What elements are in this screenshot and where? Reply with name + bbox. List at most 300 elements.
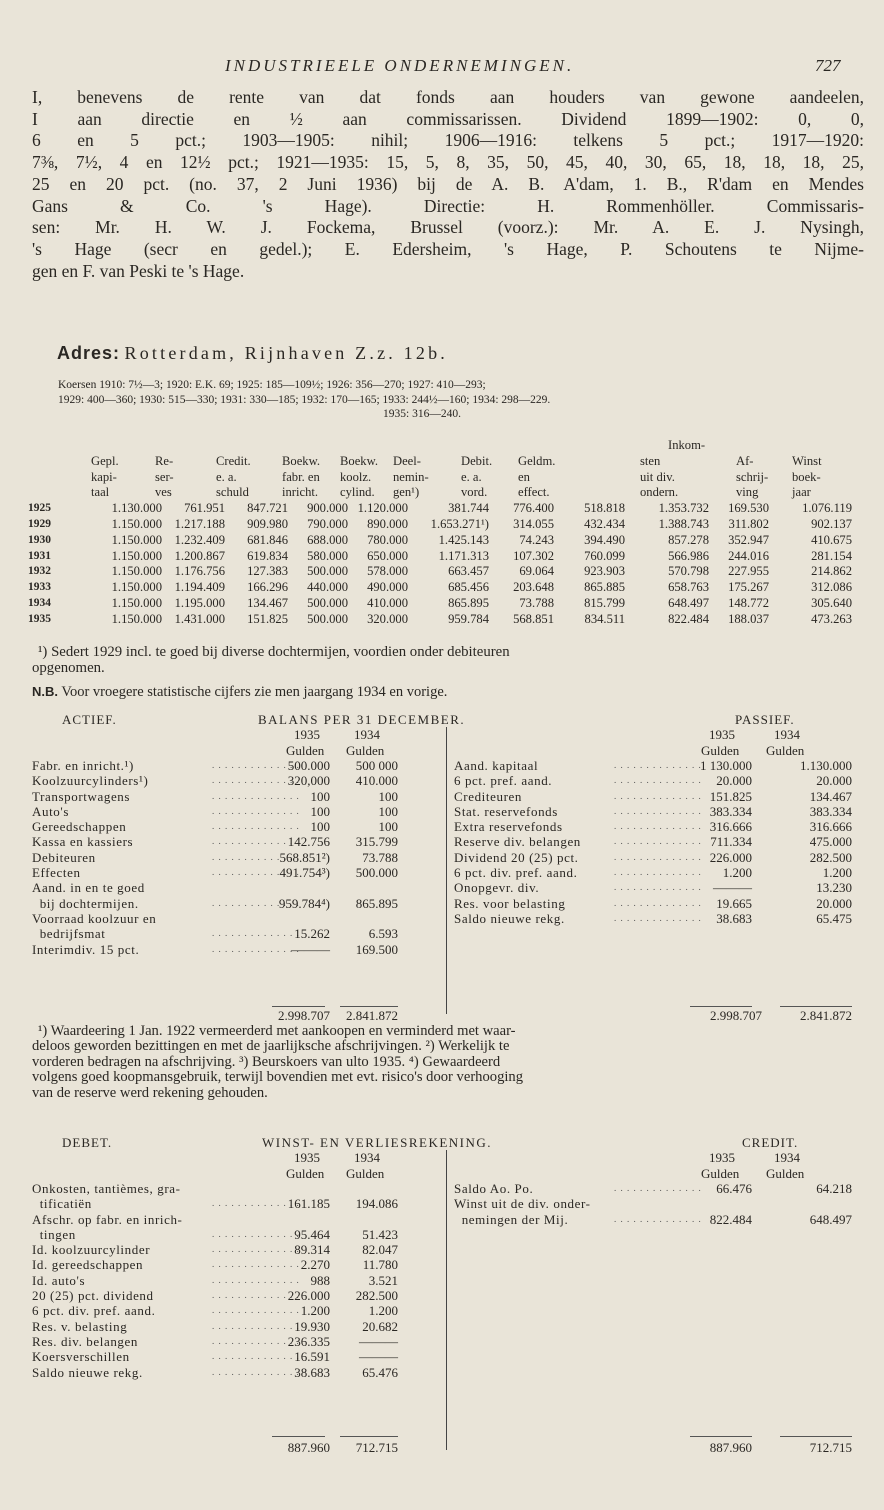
winst-left-value-1935: 19.930 [294, 1318, 330, 1334]
stat-cell: 688.000 [307, 532, 348, 547]
balans-left-leader: . . . . . . . . . . . . . . [212, 851, 300, 862]
stat-cell: 1.653.271¹) [430, 516, 489, 531]
winst-left-row [0, 1288, 884, 1303]
stat-cell: 681.846 [247, 532, 288, 547]
balans-left-leader: . . . . . . . . . . . . . . [212, 805, 300, 816]
stat-cell: 1.120.000 [357, 501, 408, 516]
winst-left-label: Saldo nieuwe rekg. [32, 1364, 143, 1380]
stat-cell: 776.400 [513, 501, 554, 516]
intro-line: I, benevens de rente van dat fonds aan houders van gewone aandeelen, [32, 87, 864, 107]
winst-right-label: Winst uit de div. onder- [454, 1196, 591, 1212]
balans-main-title: BALANS PER 31 DECEMBER. [258, 712, 466, 727]
balans-right-value-1935: 19.665 [716, 895, 752, 911]
winst-right-value-1934: 64.218 [816, 1180, 852, 1196]
stat-cell: 410.675 [811, 532, 852, 547]
winst-right-label: Saldo Ao. Po. [454, 1180, 534, 1196]
winst-left-leader: . . . . . . . . . . . . . . [212, 1274, 300, 1285]
profit-loss-divider [446, 1150, 447, 1450]
stat-row [28, 533, 858, 549]
stat-year: 1931 [28, 549, 51, 562]
stat-cell: 74.243 [519, 532, 554, 547]
stat-header-cell: inricht. [282, 485, 319, 500]
total-rule [272, 1436, 325, 1437]
stat-cell: 148.772 [728, 595, 769, 610]
stat-cell: 305.640 [811, 595, 852, 610]
stat-header-cell: sten [640, 453, 661, 468]
balans-unit: Gulden [286, 742, 325, 758]
balans-year-row [0, 727, 884, 742]
stat-cell: 490.000 [367, 580, 408, 595]
winst-left-value-1935: 16.591 [294, 1349, 330, 1365]
balans-right-value-1935: 316.666 [709, 819, 752, 835]
balans-right-label: Aand. kapitaal [454, 757, 539, 773]
balans-right-value-1935: 383.334 [709, 803, 752, 819]
stat-cell: 1.150.000 [111, 532, 162, 547]
stat-cell: 815.799 [584, 595, 625, 610]
balans-left-title: ACTIEF. [62, 712, 117, 727]
balans-right-label: Stat. reservefonds [454, 803, 558, 819]
winst-left-label: 20 (25) pct. dividend [32, 1288, 154, 1303]
stat-cell: 410.000 [367, 595, 408, 610]
stat-cell: 1.150.000 [111, 564, 162, 579]
balans-left-value-1935: 491.754³) [279, 865, 330, 880]
balans-right-value-1934: 475.000 [809, 834, 852, 850]
stat-header-cell: en [518, 469, 530, 484]
balans-left-value-1934: 500.000 [355, 865, 398, 880]
stat-header-cell: koolz. [340, 469, 372, 484]
balans-right-label: Saldo nieuwe rekg. [454, 910, 565, 926]
stat-cell: 760.099 [584, 548, 625, 563]
stat-cell: 1.150.000 [111, 580, 162, 595]
winst-left-row [0, 1334, 884, 1349]
stat-cell: 203.648 [513, 580, 554, 595]
winst-left-value-1935: 2.270 [300, 1257, 330, 1273]
winst-year: 1934 [354, 1150, 380, 1166]
balans-right-value-1934: 383.334 [809, 803, 852, 819]
stat-row [28, 580, 858, 596]
total-rule [780, 1006, 852, 1007]
balans-left-value-1934: 500 000 [355, 757, 398, 773]
winst-right-row [0, 1212, 884, 1227]
winst-unit-row [0, 1166, 884, 1181]
stat-header-cell: schrij- [736, 469, 769, 484]
winst-right-value-1934: 648.497 [809, 1211, 852, 1227]
winst-left-leader: . . . . . . . . . . . . . . [212, 1244, 300, 1255]
balans-note-line: volgens goed koopmansgebruik, terwijl bovendien met evt. risico's door verhooging [32, 1069, 524, 1086]
balans-left-label: bedrijfsmat [32, 926, 106, 942]
balans-left-label: Koolzuurcylinders¹) [32, 773, 149, 789]
balans-left-leader: . . . . . . . . . . . . . . [212, 836, 300, 847]
balans-left-row [0, 926, 884, 941]
stat-header-cell: Debit. [461, 453, 493, 468]
stat-cell: 580.000 [307, 548, 348, 563]
winst-right-label: nemingen der Mij. [454, 1211, 569, 1227]
balance-footnotes [32, 1024, 864, 1101]
winst-left-label: Id. gereedschappen [32, 1257, 144, 1273]
balance-divider [446, 727, 447, 1014]
winst-left-value-1934: ——— [359, 1349, 398, 1365]
total-rule [690, 1006, 752, 1007]
stat-header-cell: Boekw. [282, 453, 321, 468]
stat-cell: 1.150.000 [111, 611, 162, 626]
stat-cell: 1.425.143 [438, 532, 489, 547]
winst-left-leader: . . . . . . . . . . . . . . [212, 1290, 300, 1300]
balans-left-value-1934: 169.500 [355, 941, 398, 957]
stat-header-cell: taal [91, 485, 110, 500]
stat-year: 1933 [28, 581, 51, 594]
winst-left-row [0, 1273, 884, 1288]
winst-left-value-1934: 51.423 [362, 1226, 398, 1242]
stat-cell: 500.000 [307, 595, 348, 610]
stat-cell: 1.150.000 [111, 548, 162, 563]
winst-left-value-1934: ——— [359, 1333, 398, 1349]
stat-header-cell: e. a. [461, 469, 482, 484]
stat-cell: 566.986 [668, 548, 709, 563]
nb-line [32, 684, 447, 701]
winst-left-leader: . . . . . . . . . . . . . . [212, 1320, 300, 1331]
balans-right-value-1934: 282.500 [809, 849, 852, 865]
stat-header-cell: gen¹) [393, 485, 420, 500]
balans-left-value-1935: 320,000 [287, 773, 330, 789]
winst-right-row [0, 1196, 884, 1211]
balans-right-value-1934: 134.467 [809, 788, 852, 804]
balans-right-value-1934: 1.130.000 [800, 757, 852, 773]
stat-cell: 500.000 [307, 564, 348, 579]
address-value: Rotterdam, Rijnhaven Z.z. 12b. [124, 343, 448, 363]
balans-left-value-1935: 500.000 [287, 757, 330, 773]
stat-header-cell: Boekw. [340, 453, 379, 468]
balans-right-row [0, 834, 884, 849]
stat-cell: 227.955 [728, 564, 769, 579]
balans-right-label: Extra reservefonds [454, 819, 563, 835]
balans-left-leader: . . . . . . . . . . . . . . [212, 775, 300, 786]
stat-cell: 1.150.000 [111, 516, 162, 531]
balans-left-row [0, 942, 884, 957]
stat-header-cell: Geldm. [518, 453, 556, 468]
balans-right-value-1934: 65.475 [816, 910, 852, 926]
balans-left-value-1934: 315.799 [355, 834, 398, 850]
winst-left-value-1935: 161.185 [287, 1196, 330, 1212]
winst-unit: Gulden [286, 1165, 325, 1181]
balans-left-value-1935: 959.784⁴) [278, 895, 330, 911]
balans-left-value-1934: 410.000 [355, 773, 398, 789]
winst-unit: Gulden [766, 1165, 805, 1181]
winst-right-row [0, 1181, 884, 1196]
stat-cell: 650.000 [367, 548, 408, 563]
stat-header-cell: ves [155, 485, 172, 500]
stat-header-cell: ser- [155, 469, 174, 484]
stat-cell: 311.802 [728, 516, 769, 531]
stat-header-cell: Inkom- [668, 438, 706, 452]
stat-header-cell: Credit. [216, 453, 251, 468]
balans-left-leader: . . . . . . . . . . . . . . [212, 943, 300, 954]
balans-note-line: deloos geworden bezittingen en met de jaarlijksche afschrijvingen. ²) Werkelijk te [32, 1038, 510, 1055]
page-number: 727 [815, 56, 841, 75]
balans-total-value: 2.998.707 [278, 1008, 330, 1023]
balans-left-value-1934: 100 [378, 788, 398, 804]
stat-cell: 890.000 [367, 516, 408, 531]
winst-left-leader: . . . . . . . . . . . . . . [212, 1228, 300, 1239]
balans-right-row [0, 896, 884, 911]
winst-year: 1935 [709, 1150, 735, 1166]
balans-right-leader: . . . . . . . . . . . . . . [614, 867, 702, 877]
balans-left-label: Auto's [32, 803, 70, 819]
balans-right-value-1934: 13.230 [816, 880, 852, 896]
stat-header-cell: Gepl. [91, 453, 119, 468]
balans-left-value-1935: 15.262 [294, 926, 330, 942]
stat-cell: 619.834 [247, 548, 288, 563]
winst-left-value-1934: 82.047 [362, 1242, 398, 1258]
balans-right-value-1934: 20.000 [816, 895, 852, 911]
winst-left-row [0, 1319, 884, 1334]
stat-cell: 432.434 [584, 516, 625, 531]
stat-header-cell: fabr. en [282, 469, 320, 484]
balans-note-line: ¹) Waardeering 1 Jan. 1922 vermeerderd met aankoopen en verminderd met waar- [38, 1023, 516, 1039]
stat-header-cell: schuld [216, 485, 249, 500]
stat-cell: 780.000 [367, 532, 408, 547]
stat-cell: 518.818 [584, 501, 625, 516]
stat-cell: 761.951 [184, 501, 225, 516]
balans-total-value: 2.841.872 [346, 1008, 398, 1023]
balans-right-row [0, 865, 884, 880]
stat-cell: 281.154 [811, 548, 852, 563]
balans-left-leader: . . . . . . . . . . . . . . [212, 821, 300, 832]
balans-right-value-1934: 316.666 [809, 819, 852, 835]
stat-cell: 1.130.000 [111, 501, 162, 516]
stat-cell: 1.217.188 [174, 516, 225, 531]
balans-right-value-1935: 1.200 [722, 865, 752, 880]
stat-cell: 1.150.000 [111, 595, 162, 610]
stat-header-cell: ving [736, 485, 759, 500]
stat-cell: 473.263 [811, 611, 852, 626]
balans-right-leader: . . . . . . . . . . . . . . [614, 882, 702, 893]
balance-sheet [0, 712, 884, 1024]
stat-cell: 440.000 [307, 580, 348, 595]
balans-left-label: Fabr. en inricht.¹) [32, 757, 134, 773]
balans-left-label: Interimdiv. 15 pct. [32, 941, 140, 957]
stat-cell: 1.431.000 [174, 611, 225, 626]
total-rule [780, 1436, 852, 1437]
balans-unit: Gulden [346, 742, 385, 758]
stat-cell: 151.825 [247, 611, 288, 626]
winst-total-value: 712.715 [809, 1440, 852, 1455]
balans-right-value-1935: ——— [713, 880, 752, 896]
balans-left-value-1934: 100 [378, 819, 398, 835]
balans-right-label: Reserve div. belangen [454, 834, 581, 850]
winst-left-leader: . . . . . . . . . . . . . . [212, 1305, 300, 1316]
balans-left-value-1935: 100 [310, 819, 330, 835]
winst-total-value: 712.715 [355, 1440, 398, 1455]
stat-cell: 959.784 [448, 611, 489, 626]
winst-right-leader: . . . . . . . . . . . . . . [614, 1213, 702, 1224]
winst-right-value-1935: 66.476 [716, 1180, 752, 1196]
balans-right-row [0, 773, 884, 788]
winst-unit: Gulden [346, 1165, 385, 1181]
winst-left-value-1934: 11.780 [362, 1257, 398, 1273]
total-rule [272, 1006, 325, 1007]
balans-right-row [0, 850, 884, 865]
balans-year: 1935 [709, 727, 735, 743]
winst-year: 1935 [294, 1150, 320, 1166]
balans-right-leader: . . . . . . . . . . . . . . [614, 897, 702, 908]
winst-year: 1934 [774, 1150, 800, 1166]
stat-header-row [28, 454, 858, 470]
balans-right-row [0, 789, 884, 804]
stat-cell: 69.064 [519, 564, 554, 579]
balans-right-leader: . . . . . . . . . . . . . . [614, 851, 702, 862]
stat-header-cell: effect. [518, 485, 550, 500]
stat-cell: 214.862 [811, 564, 852, 579]
balans-right-value-1935: 20.000 [716, 773, 752, 789]
winst-left-row [0, 1303, 884, 1318]
balans-unit: Gulden [701, 742, 740, 758]
stat-cell: 1.171.313 [438, 548, 489, 563]
winst-right-leader: . . . . . . . . . . . . . . [614, 1182, 702, 1193]
balans-right-value-1934: 1.200 [822, 865, 852, 880]
stat-year: 1934 [28, 596, 51, 609]
balans-note-line: van de reserve werd rekening gehouden. [32, 1084, 268, 1101]
stat-header-cell: Af- [736, 453, 754, 468]
winst-left-value-1935: 1.200 [300, 1303, 330, 1319]
koersen-block [58, 378, 868, 422]
winst-right-title: CREDIT. [742, 1135, 799, 1150]
footnote-line: ¹) Sedert 1929 incl. te goed bij diverse dochtermijen, voordien onder debiteuren [38, 644, 510, 660]
winst-left-label: tingen [32, 1226, 76, 1242]
stat-header-cell: cylind. [340, 485, 375, 500]
stat-cell: 314.055 [513, 516, 554, 531]
koersen-line: Koersen 1910: 7½—3; 1920: E.K. 69; 1925: 185—109½; 1926: 356—270; 1927: 410—293; [58, 379, 486, 391]
stat-row [28, 564, 858, 580]
balans-total-row [0, 1008, 884, 1023]
balans-left-leader: . . . . . . . . . . . . . . [212, 928, 300, 939]
stat-cell: 923.903 [584, 564, 625, 579]
stat-cell: 320.000 [367, 611, 408, 626]
intro-line: I aan directie en ½ aan commissarissen. Dividend 1899—1902: 0, 0, [32, 108, 864, 129]
winst-left-row [0, 1257, 884, 1272]
winst-left-label: Id. koolzuurcylinder [32, 1242, 151, 1258]
balans-right-label: Onopgevr. div. [454, 880, 540, 896]
winst-left-label: Afschr. op fabr. en inrich- [32, 1211, 183, 1227]
stat-cell: 127.383 [247, 564, 288, 579]
balans-right-value-1935: 38.683 [716, 910, 752, 926]
stat-cell: 1.232.409 [174, 532, 225, 547]
stat-header-cell: jaar [792, 485, 811, 500]
stat-header-cell: uit div. [640, 469, 675, 484]
intro-line: sen: Mr. H. W. J. Fockema, Brussel (voorz.): Mr. A. E. J. Nysingh, [32, 217, 864, 238]
stat-year: 1930 [28, 533, 51, 546]
intro-line: 's Hage (secr en gedel.); E. Edersheim, 's Hage, P. Schoutens te Nijme- [32, 238, 864, 259]
winst-left-label: Koersverschillen [32, 1349, 130, 1365]
total-rule [340, 1436, 398, 1437]
balans-right-leader: . . . . . . . . . . . . . . [614, 821, 702, 832]
balans-left-value-1934: 100 [378, 803, 398, 819]
winst-left-title: DEBET. [62, 1135, 113, 1150]
winst-left-row [0, 1365, 884, 1380]
balans-left-value-1935: 142.756 [287, 834, 330, 850]
winst-total-value: 887.960 [287, 1440, 330, 1455]
total-rule [340, 1006, 398, 1007]
total-rule [690, 1436, 752, 1437]
balans-note-line: vorderen bedragen na afschrijving. ³) Beurskoers van ulto 1935. ⁴) Gewaardeerd [32, 1053, 501, 1070]
koersen-line: 1935: 316—240. [383, 408, 461, 421]
intro-line: 7⅜, 7½, 4 en 12½ pct.; 1921—1935: 15, 5, 8, 35, 50, 45, 40, 30, 65, 18, 18, 18, 25, [32, 152, 864, 173]
winst-left-value-1934: 194.086 [355, 1196, 398, 1212]
stat-cell: 312.086 [811, 580, 852, 595]
stat-year: 1929 [28, 517, 51, 530]
balans-left-value-1934: 865.895 [355, 895, 398, 911]
stat-row [28, 501, 858, 517]
stat-cell: 865.885 [584, 580, 625, 595]
intro-line: gen en F. van Peski te 's Hage. [32, 260, 245, 281]
winst-left-value-1934: 282.500 [355, 1288, 398, 1303]
balans-unit-row [0, 743, 884, 758]
stat-cell: 902.137 [811, 516, 852, 531]
winst-left-value-1935: 95.464 [294, 1226, 330, 1242]
winst-left-row [0, 1349, 884, 1364]
balans-right-leader: . . . . . . . . . . . . . . [614, 805, 702, 816]
stat-header-row [28, 470, 858, 486]
winst-left-value-1935: 226.000 [287, 1288, 330, 1303]
stat-cell: 568.851 [513, 611, 554, 626]
stat-cell: 175.267 [728, 580, 769, 595]
winst-left-value-1934: 3.521 [368, 1272, 398, 1288]
stat-cell: 570.798 [668, 564, 709, 579]
stat-header-cell: ondern. [640, 485, 679, 500]
stat-cell: 648.497 [668, 595, 709, 610]
balans-left-label: Voorraad koolzuur en [32, 910, 157, 926]
stat-cell: 73.788 [519, 595, 554, 610]
balans-right-leader: . . . . . . . . . . . . . . [614, 775, 702, 786]
stat-cell: 1.195.000 [174, 595, 225, 610]
stat-cell: 1.353.732 [658, 501, 709, 516]
balans-right-value-1935: 226.000 [709, 849, 752, 865]
balans-left-label: Transportwagens [32, 788, 131, 804]
balans-right-leader: . . . . . . . . . . . . . . [614, 759, 702, 770]
balans-left-value-1935: 100 [310, 788, 330, 804]
winst-left-label: 6 pct. div. pref. aand. [32, 1303, 156, 1319]
winst-left-value-1934: 20.682 [362, 1318, 398, 1334]
stat-cell: 169.530 [728, 501, 769, 516]
nb-text: Voor vroegere statistische cijfers zie men jaargang 1934 en vorige. [61, 684, 448, 700]
stat-cell: 900.000 [307, 501, 348, 516]
balans-right-row [0, 819, 884, 834]
stat-cell: 909.980 [247, 516, 288, 531]
stat-cell: 857.278 [668, 532, 709, 547]
winst-year-row [0, 1150, 884, 1165]
stat-row [28, 612, 858, 628]
footnote-line: opgenomen. [32, 659, 105, 676]
winst-left-row [0, 1227, 884, 1242]
stat-row [28, 596, 858, 612]
stat-cell: 685.456 [448, 580, 489, 595]
intro-paragraph [32, 87, 864, 282]
balans-left-leader: . . . . . . . . . . . . . . [212, 867, 300, 877]
winst-left-leader: . . . . . . . . . . . . . . [212, 1366, 300, 1377]
winst-left-leader: . . . . . . . . . . . . . . [212, 1259, 300, 1270]
winst-left-value-1934: 65.476 [362, 1364, 398, 1380]
balans-left-label: bij dochtermijen. [32, 895, 139, 911]
koersen-line: 1929: 400—360; 1930: 515—330; 1931: 330—185; 1932: 170—165; 1933: 244½—160; 1934: 298—229. [58, 393, 551, 406]
winst-left-value-1935: 38.683 [294, 1364, 330, 1380]
balans-left-label: Aand. in en te goed [32, 880, 145, 896]
stat-row [28, 517, 858, 533]
stat-header-cell: Deel- [393, 453, 421, 468]
stat-cell: 500.000 [307, 611, 348, 626]
balans-right-row [0, 880, 884, 895]
balans-right-leader: . . . . . . . . . . . . . . [614, 836, 702, 847]
stat-cell: 1.076.119 [802, 501, 852, 516]
balans-title-row [0, 712, 884, 727]
